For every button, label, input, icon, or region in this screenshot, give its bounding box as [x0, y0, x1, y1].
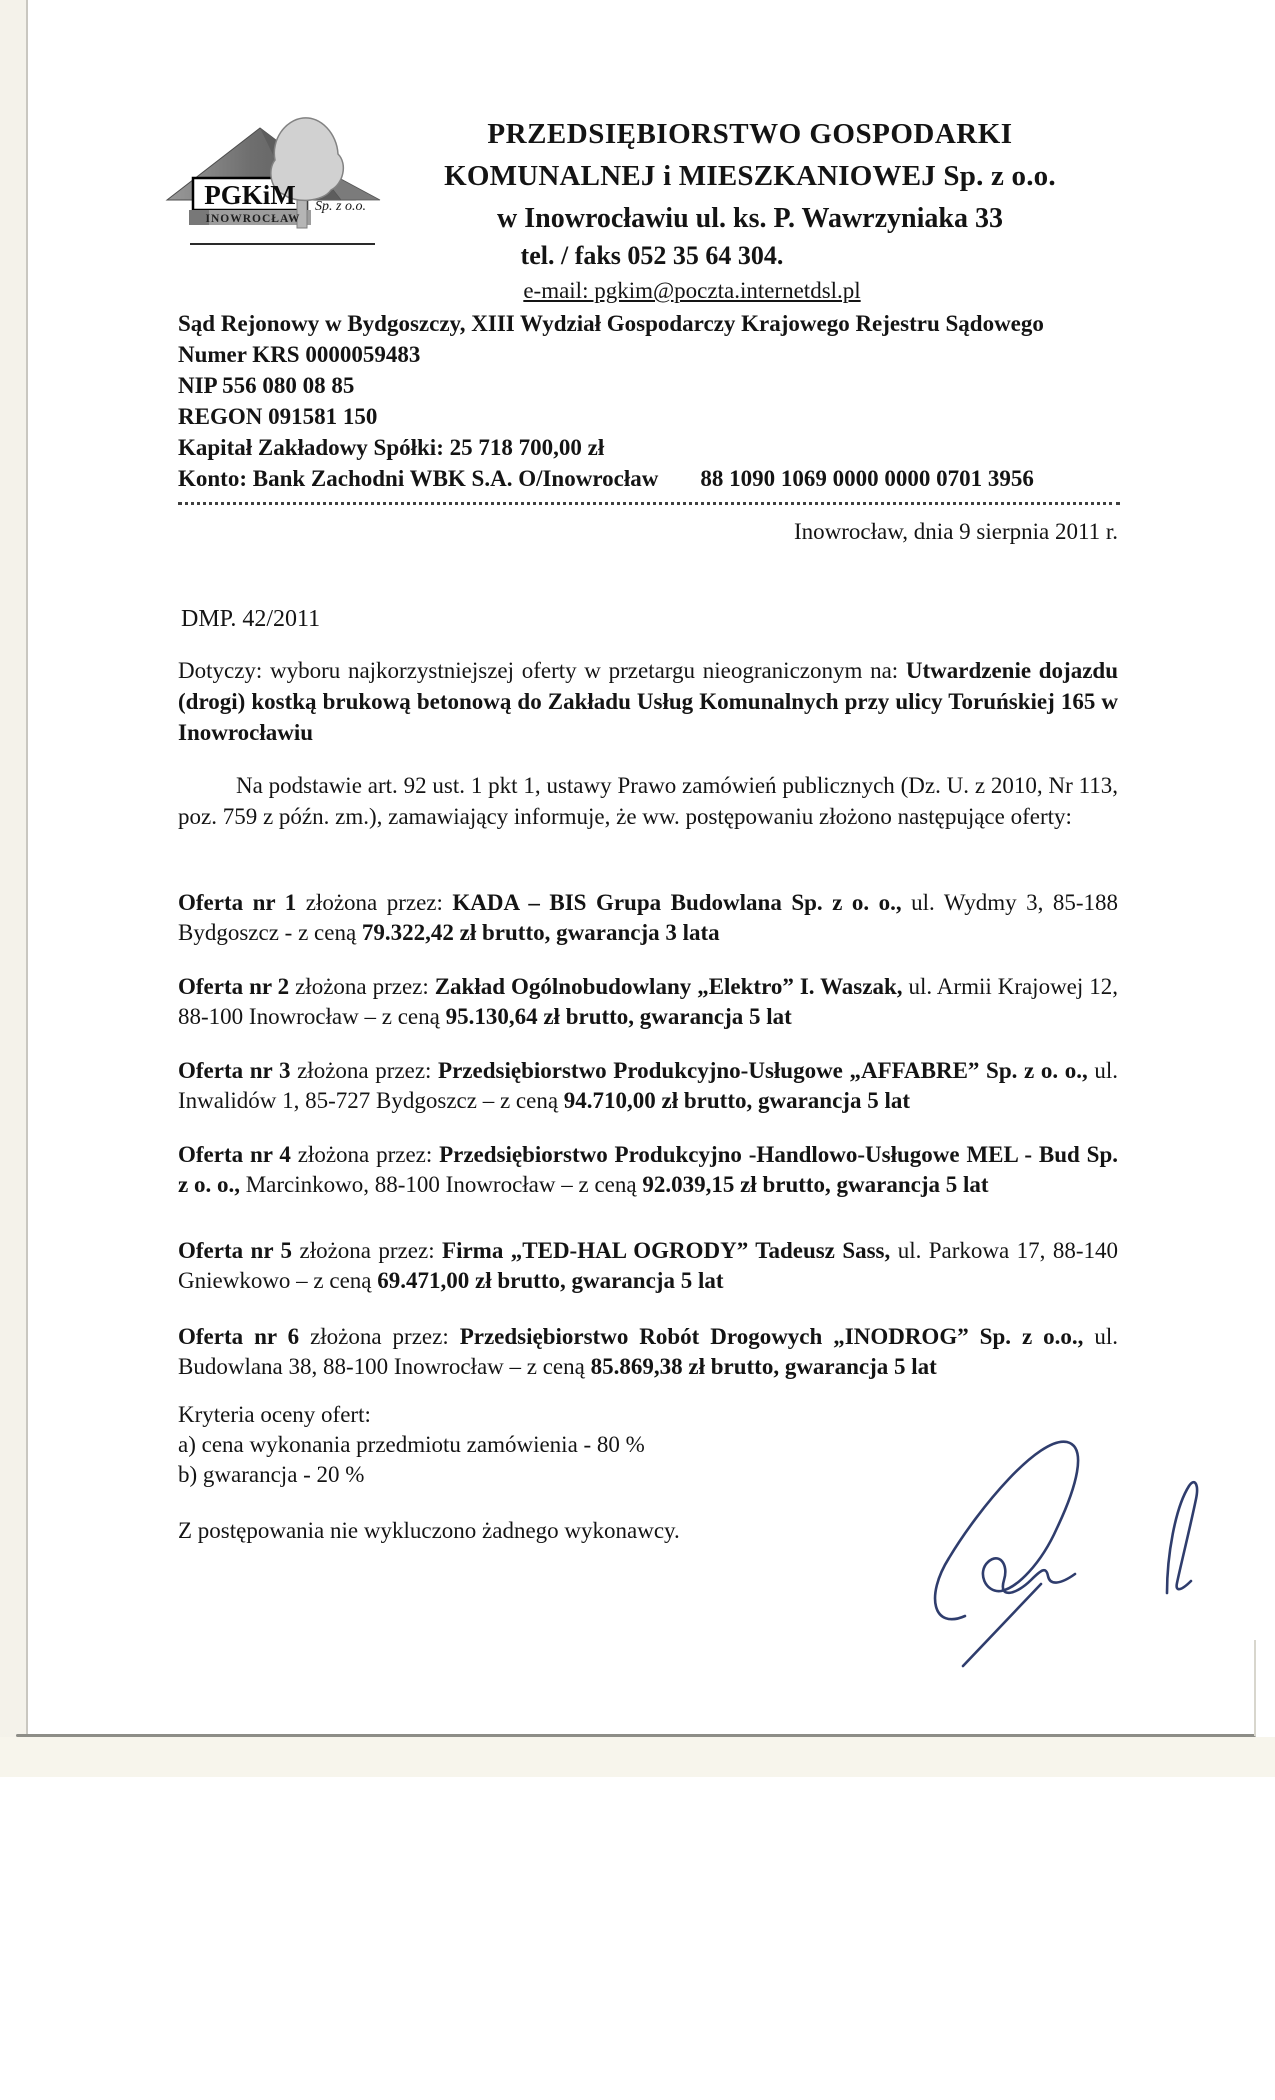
- date-line: Inowrocław, dnia 9 sierpnia 2011 r.: [793, 519, 1118, 544]
- offer-company: KADA – BIS Grupa Budowlana Sp. z o. o.,: [452, 890, 902, 915]
- criteria-block: [178, 1400, 645, 1490]
- offer-mid: złożona przez:: [296, 890, 453, 915]
- signature-scribble: [845, 1378, 1245, 1688]
- offer-company: Przedsiębiorstwo Produkcyjno-Usługowe „AFFABRE” Sp. z o. o.,: [438, 1058, 1088, 1083]
- reference-number: DMP. 42/2011: [181, 606, 321, 632]
- offer-company: Przedsiębiorstwo Robót Drogowych „INODROG” Sp. z o.o.,: [459, 1324, 1084, 1349]
- company-phone: tel. / faks 052 35 64 304.: [520, 241, 784, 270]
- company-name-line1: PRZEDSIĘBIORSTWO GOSPODARKI: [487, 118, 1013, 150]
- offer-price: 69.471,00 zł brutto, gwarancja 5 lat: [377, 1268, 724, 1293]
- offer-mid: złożona przez:: [299, 1324, 460, 1349]
- criteria-item-a: a) cena wykonania przedmiotu zamówienia - 80 %: [178, 1432, 645, 1457]
- company-email: e-mail: pgkim@poczta.internetdsl.pl: [523, 278, 861, 303]
- logo-suffix: Sp. z o.o.: [315, 199, 366, 214]
- offer-label: Oferta nr 3: [178, 1058, 291, 1083]
- logo-city: INOWROCŁAW: [205, 213, 301, 225]
- offer-2: [178, 972, 1118, 1032]
- offer-price: 79.322,42 zł brutto, gwarancja 3 lata: [361, 920, 720, 945]
- offer-address: ul. Budowlana 38, 88-100 Inowrocław – z ceną: [178, 1324, 1118, 1379]
- registry-nip: NIP 556 080 08 85: [178, 373, 355, 398]
- signature-main-stroke: [935, 1442, 1078, 1620]
- signature-tail-stroke: [963, 1584, 1041, 1666]
- offer-5: [178, 1236, 1118, 1296]
- legal-paragraph: Na podstawie art. 92 ust. 1 pkt 1, ustawy Prawo zamówień publicznych (Dz. U. z 2010, Nr 113, poz. 759 z późn. zm.), zamawiający informuje, że ww. postępowaniu złożono następujące oferty:: [178, 773, 1118, 829]
- subject-paragraph: [178, 655, 1118, 748]
- company-name-line2: KOMUNALNEJ i MIESZKANIOWEJ Sp. z o.o.: [444, 160, 1056, 192]
- logo-acronym: PGKiM: [204, 180, 296, 210]
- offer-address: ul. Wydmy 3, 85-188 Bydgoszcz - z ceną: [178, 890, 1118, 945]
- scan-fold-line: [26, 0, 28, 1737]
- registry-court: Sąd Rejonowy w Bydgoszczy, XIII Wydział Gospodarczy Krajowego Rejestru Sądowego: [178, 311, 1044, 336]
- offer-address: ul. Armii Krajowej 12, 88-100 Inowrocław – z ceną: [178, 974, 1118, 1029]
- registry-capital: Kapitał Zakładowy Spółki: 25 718 700,00 zł: [178, 435, 605, 460]
- offer-price: 95.130,64 zł brutto, gwarancja 5 lat: [445, 1004, 792, 1029]
- offer-label: Oferta nr 4: [178, 1142, 291, 1167]
- signature-right-stroke: [1167, 1482, 1197, 1593]
- closing-statement: Z postępowania nie wykluczono żadnego wykonawcy.: [178, 1518, 680, 1543]
- offer-label: Oferta nr 2: [178, 974, 290, 999]
- offer-1: [178, 888, 1118, 948]
- paper-bottom-shadow: [0, 1737, 1275, 1777]
- offer-company: Przedsiębiorstwo Produkcyjno -Handlowo-Usługowe MEL - Bud Sp. z o. o.,: [178, 1142, 1118, 1197]
- offer-label: Oferta nr 6: [178, 1324, 300, 1349]
- criteria-title: Kryteria oceny ofert:: [178, 1402, 371, 1427]
- subject-title: Utwardzenie dojazdu (drogi) kostką brukową betonową do Zakładu Usług Komunalnych przy ulicy Toruńskiej 165 w Inowrocławiu: [178, 658, 1118, 745]
- registry-krs: Numer KRS 0000059483: [178, 342, 421, 367]
- offer-label: Oferta nr 1: [178, 890, 297, 915]
- letterhead: [355, 110, 1145, 310]
- account-label: Konto: Bank Zachodni WBK S.A. O/Inowrocław: [178, 466, 659, 491]
- offer-address: ul. Parkowa 17, 88-140 Gniewkowo – z ceną: [178, 1238, 1118, 1293]
- offer-mid: złożona przez:: [289, 974, 435, 999]
- subject-prefix: Dotyczy: wyboru najkorzystniejszej oferty w przetargu nieograniczonym na:: [178, 658, 906, 683]
- offer-company: Zakład Ogólnobudowlany „Elektro” I. Waszak,: [434, 974, 903, 999]
- offer-mid: złożona przez:: [290, 1058, 439, 1083]
- offer-mid: złożona przez:: [290, 1142, 440, 1167]
- offer-3: [178, 1056, 1118, 1116]
- criteria-item-b: b) gwarancja - 20 %: [178, 1462, 365, 1487]
- account-number: 88 1090 1069 0000 0000 0701 3956: [700, 466, 1034, 491]
- offer-6: [178, 1322, 1118, 1382]
- offer-address: Marcinkowo, 88-100 Inowrocław – z ceną: [239, 1172, 643, 1197]
- offer-4: [178, 1140, 1118, 1200]
- offer-company: Firma „TED-HAL OGRODY” Tadeusz Sass,: [442, 1238, 891, 1263]
- registry-regon: REGON 091581 150: [178, 404, 378, 429]
- offer-mid: złożona przez:: [292, 1238, 443, 1263]
- offer-price: 92.039,15 zł brutto, gwarancja 5 lat: [642, 1172, 989, 1197]
- registry-account: [178, 463, 1138, 494]
- dotted-separator: [178, 502, 1120, 505]
- scan-margin-strip: [0, 0, 26, 1737]
- paper-right-edge: [1254, 1640, 1256, 1736]
- offer-price: 94.710,00 zł brutto, gwarancja 5 lat: [563, 1088, 911, 1113]
- offer-price: 85.869,38 zł brutto, gwarancja 5 lat: [590, 1354, 937, 1379]
- registry-block: [178, 308, 1138, 494]
- company-address: w Inowrocławiu ul. ks. P. Wawrzyniaka 33: [497, 203, 1003, 234]
- offer-label: Oferta nr 5: [178, 1238, 293, 1263]
- offer-address: ul. Inwalidów 1, 85-727 Bydgoszcz – z ceną: [178, 1058, 1119, 1113]
